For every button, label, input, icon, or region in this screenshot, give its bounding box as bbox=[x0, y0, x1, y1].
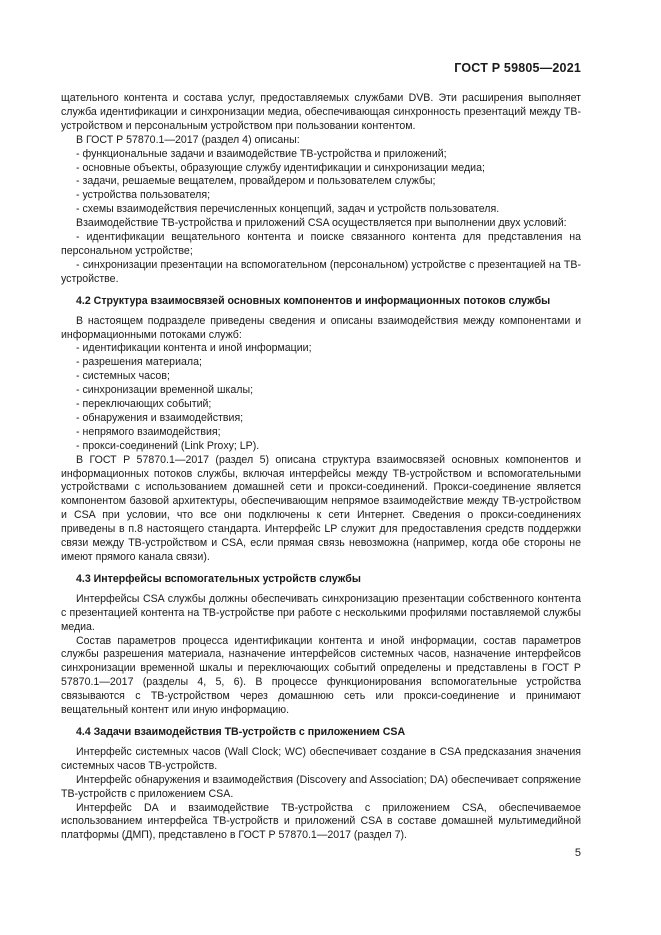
paragraph: Интерфейс DA и взаимодействие ТВ-устройства с приложением CSA, обеспечиваемое использованием интерфейса ТВ-устройств и приложений CSA в составе домашней мультимедийной платформы (ДМП), представлено в ГОСТ Р 57870.1—2017 (раздел 7). bbox=[61, 801, 581, 842]
paragraph: В настоящем подразделе приведены сведения и описаны взаимодействия между компонентами и информационными потоками служб: bbox=[61, 314, 581, 341]
list-item: - функциональные задачи и взаимодействие ТВ-устройства и приложений; bbox=[76, 147, 447, 160]
paragraph: Состав параметров процесса идентификации контента и иной информации, состав параметров службы разрешения материала, назначение интерфейсов системных часов, назначение интерфейсов синхронизации временной шкалы и переключающих событий определены и представлены в ГОСТ Р 57870.1—2017 (разделы 4, 5, 6). В процессе функционирования вспомогательные устройства связываются с ТВ-устройством через домашнюю сеть или прокси-соединение и принимают вещательный контент или иную информацию. bbox=[61, 634, 581, 717]
section-heading: 4.4 Задачи взаимодействия ТВ-устройств с приложением CSA bbox=[76, 725, 406, 738]
paragraph: В ГОСТ Р 57870.1—2017 (раздел 4) описаны: bbox=[76, 133, 300, 146]
list-item: - синхронизации презентации на вспомогательном (персональном) устройстве с презентацией на ТВ-устройстве. bbox=[61, 258, 581, 285]
paragraph: Взаимодействие ТВ-устройства и приложений CSA осуществляется при выполнении двух условий: bbox=[76, 217, 567, 230]
page-number: 5 bbox=[574, 847, 581, 859]
page-body bbox=[61, 92, 581, 843]
list-item: - прокси-соединений (Link Proxy; LP). bbox=[76, 439, 260, 452]
list-item: - идентификации контента и иной информации; bbox=[76, 342, 312, 355]
section-heading: 4.2 Структура взаимосвязей основных компонентов и информационных потоков службы bbox=[76, 294, 551, 307]
list-item: - идентификации вещательного контента и поиске связанного контента для представления на персональном устройстве; bbox=[61, 231, 581, 257]
list-item: - устройства пользователя; bbox=[76, 189, 211, 202]
list-item: - основные объекты, образующие службу идентификации и синхронизации медиа; bbox=[76, 161, 485, 174]
list-item: - системных часов; bbox=[76, 370, 170, 383]
paragraph: В ГОСТ Р 57870.1—2017 (раздел 5) описана структура взаимосвязей основных компонентов и информационных потоков службы, включая интерфейсы между ТВ-устройством и вспомогательными устройствами с использованием домашней сети и прокси-соединений. Прокси-соединение является компонентом базовой архитектуры, обеспечивающим непрямое взаимодействие между ТВ-устройством и CSA при условии, что все они подключены к сети Интернет. Сведения о прокси-соединениях приведены в п.8 настоящего стандарта. Интерфейс LP служит для предоставления средств поддержки связи между ТВ-устройством и CSA, если прямая связь невозможна (например, когда обе стороны не имеют прямого канала связи). bbox=[61, 453, 581, 563]
paragraph: Интерфейс обнаружения и взаимодействия (Discovery and Association; DA) обеспечивает сопряжение ТВ-устройств с приложением CSA. bbox=[61, 773, 581, 800]
paragraph: Интерфейсы CSA службы должны обеспечивать синхронизацию презентации собственного контента с презентацией контента на ТВ-устройстве при работе с несколькими профилями поставляемой службы медиа. bbox=[61, 592, 581, 633]
list-item: - непрямого взаимодействия; bbox=[76, 425, 221, 438]
list-item: - разрешения материала; bbox=[76, 356, 202, 369]
section-heading: 4.3 Интерфейсы вспомогательных устройств службы bbox=[76, 572, 361, 585]
document-id: ГОСТ Р 59805—2021 bbox=[454, 61, 581, 75]
paragraph: Интерфейс системных часов (Wall Clock; WC) обеспечивает создание в CSA предсказания значения системных часов ТВ-устройств. bbox=[61, 745, 581, 772]
list-item: - обнаружения и взаимодействия; bbox=[76, 411, 244, 424]
paragraph: щательного контента и состава услуг, предоставляемых службами DVB. Эти расширения выполняет служба идентификации и синхронизации медиа, обеспечивающая синхронность презентаций между ТВ-устройством и персональным устройством при пользовании контентом. bbox=[61, 92, 581, 132]
list-item: - задачи, решаемые вещателем, провайдером и пользователем службы; bbox=[76, 175, 436, 188]
list-item: - синхронизации временной шкалы; bbox=[76, 384, 254, 397]
list-item: - переключающих событий; bbox=[76, 398, 212, 411]
list-item: - схемы взаимодействия перечисленных концепций, задач и устройств пользователя. bbox=[76, 203, 500, 216]
